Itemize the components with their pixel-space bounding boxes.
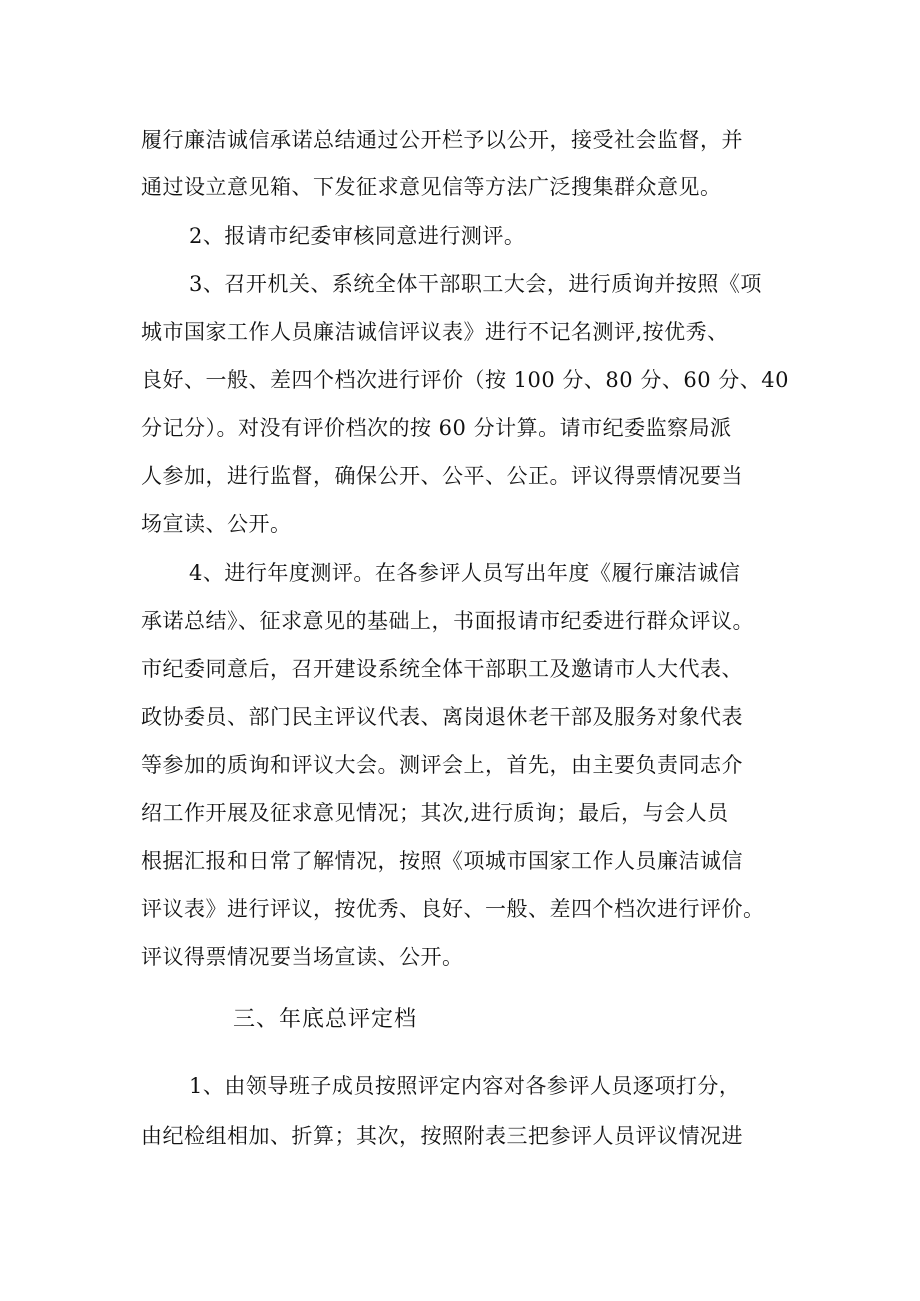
paragraph-item-2-line-1: 2、报请市纪委审核同意进行测评。	[189, 224, 526, 248]
section3-item-1-line-2: 由纪检组相加、折算；其次，按照附表三把参评人员评议情况进	[141, 1124, 743, 1148]
paragraph-item-3-line-3: 良好、一般、差四个档次进行评价（按 100 分、80 分、60 分、40	[141, 368, 789, 392]
paragraph-item-3-line-4: 分记分）。对没有评价档次的按 60 分计算。请市纪委监察局派	[141, 416, 732, 440]
paragraph-item-3-line-2: 城市国家工作人员廉洁诚信评议表》进行不记名测评,按优秀、	[141, 320, 729, 344]
paragraph-item-4-line-4: 政协委员、部门民主评议代表、离岗退休老干部及服务对象代表	[141, 705, 743, 729]
paragraph-item-4-line-6: 绍工作开展及征求意见情况；其次,进行质询；最后，与会人员	[141, 801, 729, 825]
section3-item-1-line-1: 1、由领导班子成员按照评定内容对各参评人员逐项打分，	[189, 1074, 741, 1098]
paragraph-item-4-line-8: 评议表》进行评议，按优秀、良好、一般、差四个档次进行评价。	[141, 897, 765, 921]
paragraph-intro-line-1: 履行廉洁诚信承诺总结通过公开栏予以公开，接受社会监督，并	[141, 128, 743, 152]
paragraph-item-4-line-2: 承诺总结》、征求意见的基础上，书面报请市纪委进行群众评议。	[141, 609, 754, 633]
paragraph-item-3-line-5: 人参加，进行监督，确保公开、公平、公正。评议得票情况要当	[141, 464, 743, 488]
paragraph-item-4-line-1: 4、进行年度测评。在各参评人员写出年度《履行廉洁诚信	[189, 561, 741, 585]
section-heading: 三、年底总评定档	[233, 1007, 418, 1032]
paragraph-item-4-line-7: 根据汇报和日常了解情况，按照《项城市国家工作人员廉洁诚信	[141, 849, 743, 873]
paragraph-intro-line-2: 通过设立意见箱、下发征求意见信等方法广泛搜集群众意见。	[141, 175, 722, 199]
paragraph-item-4-line-3: 市纪委同意后，召开建设系统全体干部职工及邀请市人大代表、	[141, 657, 743, 681]
paragraph-item-4-line-5: 等参加的质询和评议大会。测评会上，首先，由主要负责同志介	[141, 753, 743, 777]
paragraph-item-3-line-1: 3、召开机关、系统全体干部职工大会，进行质询并按照《项	[189, 272, 762, 296]
paragraph-item-4-line-9: 评议得票情况要当场宣读、公开。	[141, 945, 464, 969]
paragraph-item-3-line-6: 场宣读、公开。	[141, 512, 292, 536]
